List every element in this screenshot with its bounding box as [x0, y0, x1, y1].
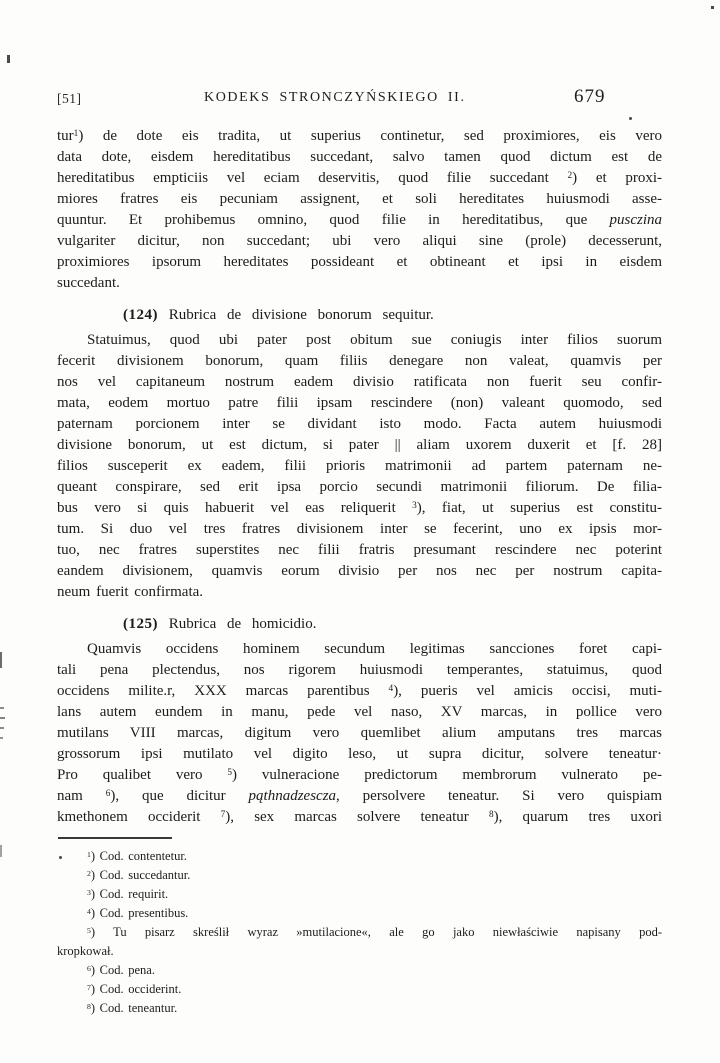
- section-number: (125): [123, 616, 158, 632]
- scan-artifact: [711, 6, 714, 9]
- vernacular-term: pąthnadzescza: [248, 788, 337, 804]
- footnote-marker: 1: [87, 849, 91, 859]
- section-number: (124): [123, 307, 158, 323]
- text-line: miores fratres eis pecuniam assignent, et soli hereditates huiusmodi asse-: [57, 191, 662, 207]
- running-title: KODEKS STRONCZYŃSKIEGO II.: [204, 90, 466, 105]
- text-line: paternam porcionem inter se dividant isto modo. Facta autem huiusmodi: [57, 416, 662, 432]
- footnote-marker: 7: [220, 809, 226, 820]
- footnote-separator: [58, 837, 172, 839]
- footnote-marker: 4: [87, 906, 91, 916]
- text-line: kmethonem occiderit $^7$), sex marcas solvere teneatur $^8$), quarum tres uxori: [57, 809, 662, 825]
- text-line: $^2$) Cod. succedantur.: [87, 868, 191, 882]
- text-line: $^1$) Cod. contentetur.: [87, 849, 187, 863]
- scan-artifact: [0, 727, 4, 729]
- footnote-marker: 5: [87, 925, 91, 935]
- folio-number: [51]: [57, 91, 82, 106]
- text-line: quuntur. Et prohibemus omnino, quod filie in hereditatibus, que pusczina: [57, 212, 662, 228]
- footnote: [57, 961, 662, 980]
- text-line: grossorum ipsi mutilato vel digito leso, ut supra dicitur, solvere teneatur·: [57, 746, 662, 762]
- footnote-marker: 7: [87, 982, 91, 992]
- footnote-marker: 6: [87, 963, 91, 973]
- footnote: [57, 866, 662, 885]
- text-line: $^5$) Tu pisarz skreślił wyraz »mutilacione«, ale go jako niewłaściwie napisany pod-: [87, 925, 662, 939]
- text-line: neum fuerit confirmata.: [57, 584, 204, 600]
- text-line: proximiores ipsorum hereditates possideant et obtineant et ipsi in eisdem: [57, 254, 662, 270]
- text-line: Pro qualibet vero $^5$) vulneracione predictorum membrorum vulnerato pe-: [57, 767, 663, 783]
- scan-artifact: [0, 737, 3, 739]
- vernacular-term: pusczina: [609, 212, 662, 228]
- page-header: [57, 88, 662, 122]
- text-body: [57, 126, 662, 828]
- text-line: hereditatibus empticiis vel eciam deservitis, quod filie succedant $^2$) et proxi-: [57, 170, 662, 186]
- scan-artifact: [0, 845, 2, 857]
- section-heading: (124) Rubrica de divisione bonorum sequitur.: [123, 307, 434, 323]
- scan-artifact: [0, 717, 5, 719]
- text-line: tur$^1$) de dote eis tradita, ut superius continetur, sed proximiores, eis vero: [57, 128, 662, 144]
- section-heading: (125) Rubrica de homicidio.: [123, 616, 317, 632]
- footnote-marker: 8: [87, 1001, 91, 1011]
- text-line: $^4$) Cod. presentibus.: [87, 906, 189, 920]
- text-line: filios susceperit ex eadem, filii prioris matrimonii ad partem paternam ne-: [57, 458, 662, 474]
- text-line: tuo, nec fratres superstites nec filii fratris presumant rescindere nec poterint: [57, 542, 662, 558]
- footnotes: [57, 847, 662, 1018]
- footnote-marker: 6: [105, 788, 111, 799]
- text-line: Quamvis occidens hominem secundum legitimas sancciones foret capi-: [87, 641, 662, 657]
- text-line: nam $^6$), que dicitur pąthnadzescza, persolvere teneatur. Si vero quispiam: [57, 788, 663, 804]
- text-line: nos vel capitaneum nostrum eadem divisio ratificata non fuerit seu confir-: [57, 374, 662, 390]
- paragraph: [57, 330, 662, 603]
- text-line: succedant.: [57, 275, 120, 291]
- paragraph: [57, 126, 662, 294]
- footnote: [57, 904, 662, 923]
- page-content: [57, 126, 662, 1018]
- text-line: mutilans VIII marcas, digitum vero quemlibet alium amputans tres marcas: [57, 725, 662, 741]
- footnote-marker: 3: [87, 887, 91, 897]
- text-line: $^7$) Cod. occiderint.: [87, 982, 182, 996]
- text-line: occidens milite.r, XXX marcas parentibus $^4$), pueris vel amicis occisi, muti-: [57, 683, 663, 699]
- text-line: vulgariter dicitur, non succedant; ubi vero aliqui sine (prole) decesserunt,: [57, 233, 662, 249]
- scan-artifact: [59, 856, 62, 859]
- footnote-marker: 8: [488, 809, 494, 820]
- text-line: mata, eodem mortuo patre filii ipsam rescindere (non) valeant quomodo, sed: [57, 395, 662, 411]
- text-line: $^8$) Cod. teneantur.: [87, 1001, 178, 1015]
- footnote: [57, 847, 662, 866]
- text-line: divisione bonorum, ut est dictum, si pater || aliam uxorem duxerit et [f. 28]: [57, 437, 662, 453]
- text-line: data dote, eisdem hereditatibus succedant, salvo tamen quod dictum est de: [57, 149, 662, 165]
- text-line: tum. Si duo vel tres fratres divisionem inter se fecerint, uno ex ipsis mor-: [57, 521, 662, 537]
- text-line: $^6$) Cod. pena.: [87, 963, 155, 977]
- footnote-marker: 2: [87, 868, 91, 878]
- scan-artifact: [0, 652, 2, 668]
- scan-artifact: [7, 55, 10, 63]
- text-line: kropkował.: [57, 944, 114, 958]
- footnote: [57, 999, 662, 1018]
- page-number: 679: [574, 86, 606, 107]
- scan-artifact: [629, 117, 632, 120]
- text-line: tali pena plectendus, nos rigorem huiusmodi temperantes, statuimus, quod: [57, 662, 662, 678]
- footnote-marker: 5: [227, 767, 233, 778]
- text-line: $^3$) Cod. requirit.: [87, 887, 169, 901]
- footnote-marker: 1: [73, 128, 79, 139]
- text-line: Statuimus, quod ubi pater post obitum sue coniugis inter filios suorum: [87, 332, 662, 348]
- text-line: lans autem eundem in manu, pede vel naso, XV marcas, in pollice vero: [57, 704, 662, 720]
- footnote: [57, 923, 662, 961]
- footnote: [57, 885, 662, 904]
- paragraph: [57, 639, 662, 828]
- text-line: bus vero si quis habuerit vel eas reliquerit $^3$), fiat, ut superius est constitu-: [57, 500, 662, 516]
- text-line: fecerit divisionem bonorum, quam filiis denegare non valeat, quamvis per: [57, 353, 662, 369]
- footnote-marker: 4: [388, 683, 394, 694]
- footnote: [57, 980, 662, 999]
- text-line: eandem divisionem, quamvis eorum divisio per nos nec per nostrum capita-: [57, 563, 662, 579]
- text-line: queant conspirare, sed erit ipsa porcio secundi matrimonii filiorum. De filia-: [57, 479, 662, 495]
- scan-artifact: [0, 707, 4, 709]
- footnote-marker: 3: [412, 500, 417, 511]
- footnote-marker: 2: [567, 170, 573, 181]
